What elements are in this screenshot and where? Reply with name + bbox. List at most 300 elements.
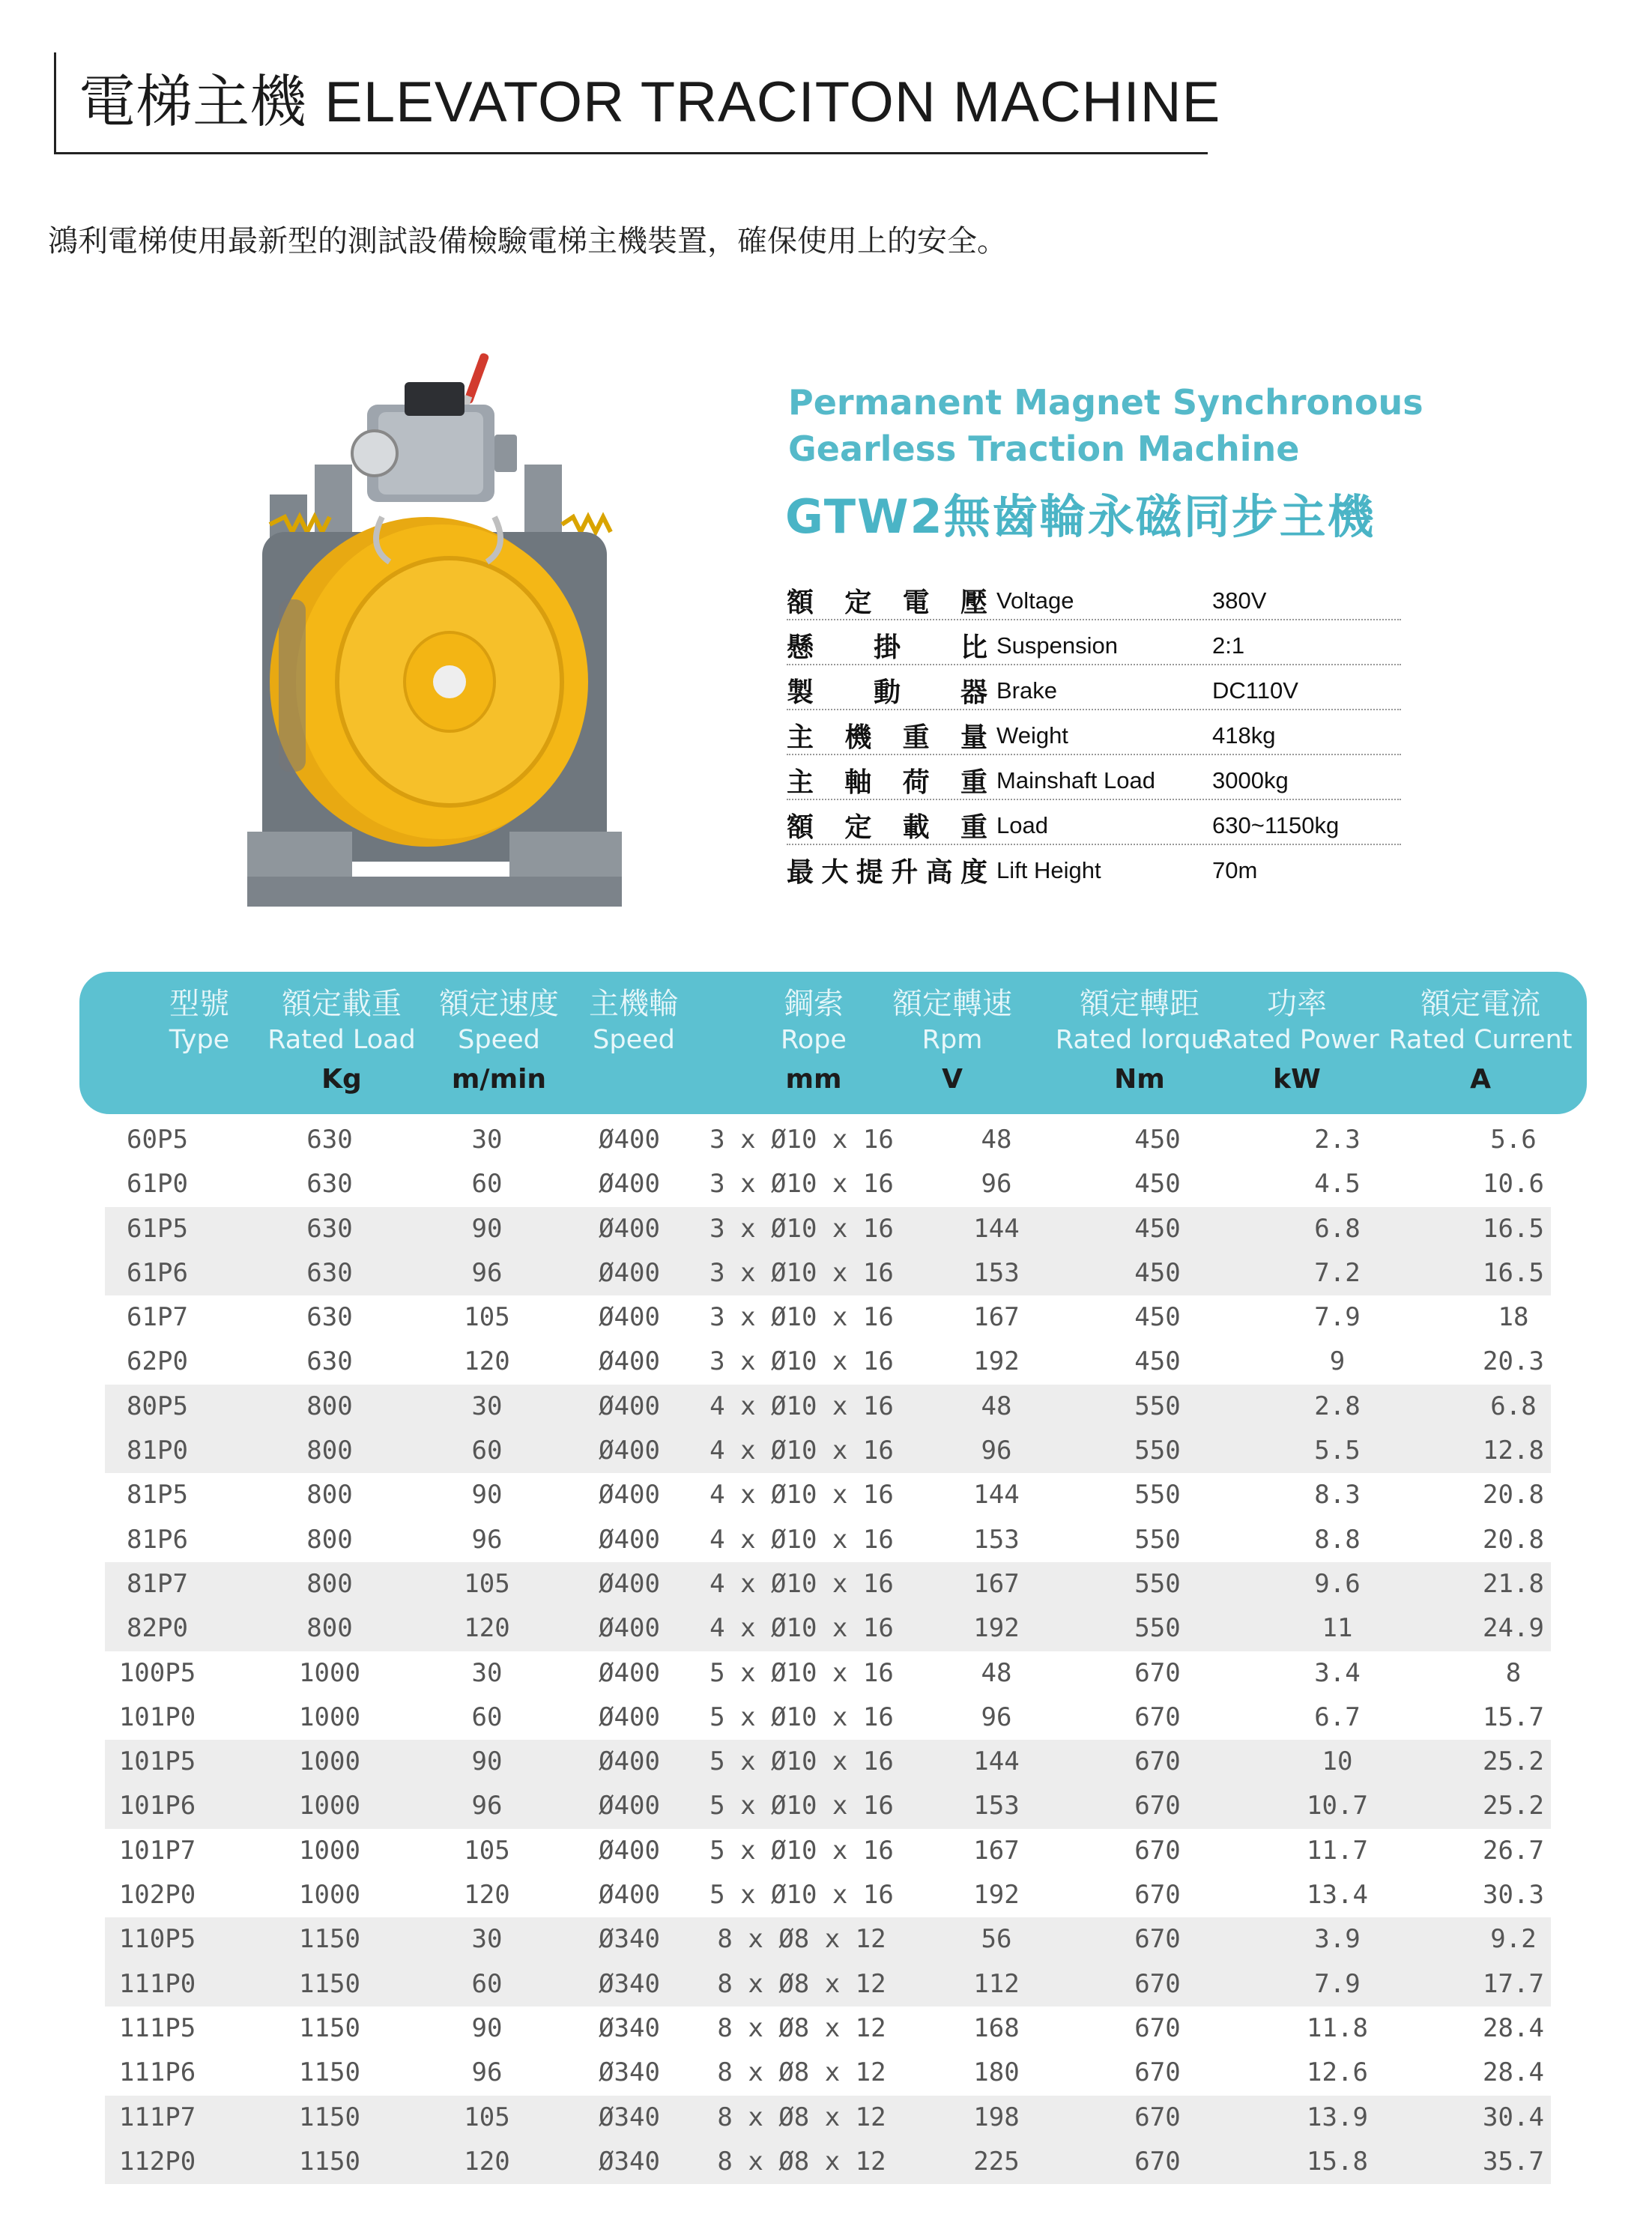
table-cell: 112	[973, 1968, 1020, 1999]
table-cell: 670	[1134, 1746, 1181, 1777]
spec-value: 380V	[1212, 587, 1267, 614]
table-row	[105, 1518, 1551, 1562]
table-cell: 101P7	[118, 1835, 196, 1866]
table-cell: Ø340	[599, 2057, 660, 2088]
table-cell: 96	[981, 1702, 1012, 1732]
col-header-zh: 額定轉速	[892, 987, 1012, 1021]
table-cell: 16.5	[1483, 1257, 1544, 1288]
table-cell: 111P0	[118, 1968, 196, 1999]
table-row	[105, 1562, 1551, 1606]
table-cell: 4 x Ø10 x 16	[709, 1391, 894, 1421]
table-row	[105, 1651, 1551, 1696]
table-cell: 120	[464, 1613, 510, 1644]
table-cell: 5 x Ø10 x 16	[709, 1702, 894, 1732]
table-cell: Ø400	[599, 1257, 660, 1288]
table-cell: 6.7	[1314, 1702, 1361, 1732]
table-cell: 15.7	[1483, 1702, 1544, 1732]
table-cell: 3 x Ø10 x 16	[709, 1257, 894, 1288]
col-header-en: Rpm	[922, 1025, 983, 1055]
col-header-zh: 額定速度	[439, 987, 559, 1021]
table-cell: Ø400	[599, 1213, 660, 1244]
table-row	[105, 1784, 1551, 1828]
table-cell: 7.2	[1314, 1257, 1361, 1288]
table-cell: 8 x Ø8 x 12	[717, 2102, 886, 2132]
spec-label-zh: 主機重量	[787, 722, 987, 753]
table-cell: 8.8	[1314, 1524, 1361, 1555]
table-cell: 10.7	[1307, 1791, 1368, 1821]
spec-list	[787, 575, 1401, 890]
table-cell: 550	[1134, 1480, 1181, 1510]
table-cell: 25.2	[1483, 1791, 1544, 1821]
table-cell: 167	[973, 1835, 1020, 1866]
table-cell: 4 x Ø10 x 16	[709, 1436, 894, 1466]
table-cell: 1000	[299, 1880, 360, 1911]
col-header-en: Rated Current	[1388, 1025, 1573, 1055]
col-header-type	[139, 985, 259, 1057]
spec-label-en: Voltage	[996, 587, 1074, 614]
table-cell: 105	[464, 2102, 510, 2132]
table-cell: 101P5	[118, 1746, 196, 1777]
table-cell: 670	[1134, 1657, 1181, 1688]
table-cell: 3 x Ø10 x 16	[709, 1213, 894, 1244]
table-cell: 15.8	[1307, 2146, 1368, 2177]
table-cell: 1000	[299, 1702, 360, 1732]
table-cell: 3.9	[1314, 1924, 1361, 1955]
spec-label-en: Brake	[996, 677, 1057, 704]
intro-text: 鴻利電梯使用最新型的測試設備檢驗電梯主機裝置，確保使用上的安全。	[48, 224, 1007, 258]
spec-label-zh: 主軸荷重	[787, 767, 987, 798]
table-cell: 1000	[299, 1835, 360, 1866]
table-cell: 198	[973, 2102, 1020, 2132]
table-cell: 101P0	[118, 1702, 196, 1732]
table-cell: 1150	[299, 2146, 360, 2177]
table-cell: 30	[471, 1391, 503, 1421]
spec-label-en: Suspension	[996, 632, 1119, 659]
table-cell: 56	[981, 1924, 1012, 1955]
table-cell: 105	[464, 1568, 510, 1599]
table-cell: 630	[306, 1125, 353, 1155]
table-cell: Ø400	[599, 1346, 660, 1377]
spec-value: 630~1150kg	[1212, 812, 1340, 838]
table-cell: 4 x Ø10 x 16	[709, 1568, 894, 1599]
table-row	[105, 1295, 1551, 1340]
table-cell: 9.2	[1490, 1924, 1537, 1955]
table-cell: 8 x Ø8 x 12	[717, 2146, 886, 2177]
table-cell: 168	[973, 2012, 1020, 2043]
table-cell: 8 x Ø8 x 12	[717, 1968, 886, 1999]
col-header-zh: 鋼索	[784, 987, 844, 1021]
col-header-en: Rated lorque	[1055, 1025, 1224, 1055]
spec-value: DC110V	[1212, 677, 1298, 704]
table-cell: 12.6	[1307, 2057, 1368, 2088]
table-cell: 111P6	[118, 2057, 196, 2088]
table-cell: Ø400	[599, 1657, 660, 1688]
table-cell: 20.3	[1483, 1346, 1544, 1377]
col-header-unit: kW	[1273, 1064, 1321, 1095]
table-cell: 1150	[299, 2012, 360, 2043]
table-cell: Ø400	[599, 1436, 660, 1466]
table-cell: 4 x Ø10 x 16	[709, 1524, 894, 1555]
table-row	[105, 1251, 1551, 1295]
table-cell: 60	[471, 1702, 503, 1732]
col-header-zh: 功率	[1267, 987, 1327, 1021]
table-cell: 96	[471, 2057, 503, 2088]
table-cell: 4 x Ø10 x 16	[709, 1613, 894, 1644]
table-cell: 144	[973, 1213, 1020, 1244]
table-cell: 3.4	[1314, 1657, 1361, 1688]
table-cell: 3 x Ø10 x 16	[709, 1125, 894, 1155]
table-cell: 450	[1134, 1169, 1181, 1200]
table-cell: 550	[1134, 1613, 1181, 1644]
table-cell: 2.3	[1314, 1125, 1361, 1155]
table-cell: 30	[471, 1125, 503, 1155]
table-cell: 81P7	[127, 1568, 188, 1599]
table-cell: 144	[973, 1746, 1020, 1777]
table-cell: 8 x Ø8 x 12	[717, 2012, 886, 2043]
col-header-unit: A	[1470, 1064, 1491, 1095]
table-cell: 5.5	[1314, 1436, 1361, 1466]
table-cell: 670	[1134, 1702, 1181, 1732]
table-cell: 1150	[299, 2057, 360, 2088]
table-row	[105, 1829, 1551, 1873]
spec-row-lift-height	[787, 845, 1401, 890]
table-cell: 167	[973, 1568, 1020, 1599]
page-title	[79, 64, 1220, 140]
table-cell: 110P5	[118, 1924, 196, 1955]
table-cell: 9	[1329, 1346, 1346, 1377]
table-cell: 670	[1134, 2057, 1181, 2088]
table-cell: 1150	[299, 2102, 360, 2132]
table-cell: 81P5	[127, 1480, 188, 1510]
table-cell: 3 x Ø10 x 16	[709, 1346, 894, 1377]
table-cell: 800	[306, 1391, 353, 1421]
table-cell: 61P6	[127, 1257, 188, 1288]
table-cell: 120	[464, 1880, 510, 1911]
table-cell: 81P6	[127, 1524, 188, 1555]
spec-label-zh: 最大提升高度	[787, 857, 987, 888]
table-cell: 28.4	[1483, 2012, 1544, 2043]
table-cell: 96	[471, 1257, 503, 1288]
spec-label-en: Mainshaft Load	[996, 767, 1155, 793]
table-cell: Ø340	[599, 1924, 660, 1955]
table-cell: 24.9	[1483, 1613, 1544, 1644]
table-row	[105, 1429, 1551, 1473]
table-cell: 5 x Ø10 x 16	[709, 1835, 894, 1866]
table-cell: 120	[464, 1346, 510, 1377]
spec-value: 2:1	[1212, 632, 1245, 659]
table-cell: 630	[306, 1346, 353, 1377]
table-cell: 60	[471, 1968, 503, 1999]
table-cell: 5.6	[1490, 1125, 1537, 1155]
table-cell: 13.9	[1307, 2102, 1368, 2132]
table-cell: 62P0	[127, 1346, 188, 1377]
traction-machine-image	[225, 352, 644, 922]
table-cell: 11.7	[1307, 1835, 1368, 1866]
col-header-en: Speed	[458, 1025, 540, 1055]
table-cell: 16.5	[1483, 1213, 1544, 1244]
spec-row-voltage	[787, 575, 1401, 620]
table-cell: 4 x Ø10 x 16	[709, 1480, 894, 1510]
table-cell: 82P0	[127, 1613, 188, 1644]
table-cell: 167	[973, 1302, 1020, 1333]
table-cell: 3 x Ø10 x 16	[709, 1302, 894, 1333]
table-cell: 225	[973, 2146, 1020, 2177]
table-cell: 670	[1134, 2146, 1181, 2177]
table-row	[105, 2051, 1551, 2095]
table-cell: 111P7	[118, 2102, 196, 2132]
table-cell: 450	[1134, 1346, 1181, 1377]
table-row	[105, 1473, 1551, 1517]
table-cell: 5 x Ø10 x 16	[709, 1657, 894, 1688]
table-cell: Ø400	[599, 1791, 660, 1821]
table-cell: Ø400	[599, 1125, 660, 1155]
table-cell: 670	[1134, 1968, 1181, 1999]
col-header-unit: V	[942, 1064, 963, 1095]
table-cell: 630	[306, 1169, 353, 1200]
table-cell: 35.7	[1483, 2146, 1544, 2177]
table-cell: 670	[1134, 1880, 1181, 1911]
table-cell: 28.4	[1483, 2057, 1544, 2088]
table-cell: 21.8	[1483, 1568, 1544, 1599]
table-cell: 60P5	[127, 1125, 188, 1155]
table-cell: Ø400	[599, 1880, 660, 1911]
table-cell: 5 x Ø10 x 16	[709, 1791, 894, 1821]
table-row	[105, 2006, 1551, 2051]
table-cell: Ø400	[599, 1391, 660, 1421]
table-cell: 8 x Ø8 x 12	[717, 2057, 886, 2088]
table-cell: Ø400	[599, 1524, 660, 1555]
table-cell: 450	[1134, 1257, 1181, 1288]
table-cell: 13.4	[1307, 1880, 1368, 1911]
table-cell: 5 x Ø10 x 16	[709, 1880, 894, 1911]
col-header-unit: m/min	[451, 1064, 547, 1095]
table-cell: 96	[471, 1524, 503, 1555]
table-cell: 1150	[299, 1968, 360, 1999]
table-cell: Ø400	[599, 1746, 660, 1777]
table-cell: 60	[471, 1169, 503, 1200]
table-row	[105, 2140, 1551, 2184]
table-row	[105, 1962, 1551, 2006]
page-title-zh: 電梯主機	[79, 68, 306, 135]
col-header-en: Rope	[781, 1025, 847, 1055]
table-cell: 153	[973, 1791, 1020, 1821]
table-cell: 96	[981, 1436, 1012, 1466]
table-cell: 8.3	[1314, 1480, 1361, 1510]
table-cell: 30	[471, 1924, 503, 1955]
table-cell: 3 x Ø10 x 16	[709, 1169, 894, 1200]
table-cell: 7.9	[1314, 1302, 1361, 1333]
table-cell: 11.8	[1307, 2012, 1368, 2043]
spec-label-en: Lift Height	[996, 857, 1101, 883]
table-cell: 144	[973, 1480, 1020, 1510]
table-cell: 550	[1134, 1391, 1181, 1421]
spec-label-zh: 額定載重	[787, 812, 987, 843]
table-cell: Ø400	[599, 1702, 660, 1732]
table-cell: 550	[1134, 1568, 1181, 1599]
table-cell: 800	[306, 1613, 353, 1644]
table-cell: 81P0	[127, 1436, 188, 1466]
table-cell: 11	[1322, 1613, 1353, 1644]
col-header-en: Rated Load	[267, 1025, 416, 1055]
table-cell: 101P6	[118, 1791, 196, 1821]
col-header-zh: 額定轉距	[1080, 987, 1199, 1021]
col-header-zh: 額定電流	[1420, 987, 1540, 1021]
table-cell: 18	[1498, 1302, 1529, 1333]
table-cell: 1150	[299, 1924, 360, 1955]
table-cell: 800	[306, 1480, 353, 1510]
table-cell: 26.7	[1483, 1835, 1544, 1866]
spec-label-zh: 懸掛比	[787, 632, 987, 663]
spec-row-weight	[787, 710, 1401, 755]
table-row	[105, 1118, 1551, 1162]
product-name-zh: GTW2無齒輪永磁同步主機	[785, 489, 1376, 544]
table-cell: 800	[306, 1568, 353, 1599]
table-cell: 6.8	[1314, 1213, 1361, 1244]
table-cell: 450	[1134, 1302, 1181, 1333]
table-cell: 20.8	[1483, 1480, 1544, 1510]
col-header-rpm	[881, 985, 1023, 1096]
table-cell: 550	[1134, 1436, 1181, 1466]
spec-row-brake	[787, 665, 1401, 710]
col-header-power	[1203, 985, 1391, 1096]
table-cell: 180	[973, 2057, 1020, 2088]
table-row	[105, 1740, 1551, 1784]
table-cell: Ø400	[599, 1302, 660, 1333]
table-cell: 8	[1505, 1657, 1522, 1688]
table-cell: 48	[981, 1657, 1012, 1688]
col-header-speed	[432, 985, 566, 1096]
col-header-unit: Kg	[321, 1064, 362, 1095]
col-header-sheave	[574, 985, 694, 1057]
spec-label-en: Weight	[996, 722, 1068, 748]
table-cell: 105	[464, 1302, 510, 1333]
table-cell: 192	[973, 1880, 1020, 1911]
spec-value: 70m	[1212, 857, 1258, 883]
table-row	[105, 1606, 1551, 1651]
table-cell: 153	[973, 1257, 1020, 1288]
table-row	[105, 1207, 1551, 1251]
table-cell: 7.9	[1314, 1968, 1361, 1999]
table-row	[105, 1385, 1551, 1429]
spec-label-zh: 額定電壓	[787, 587, 987, 618]
spec-row-suspension	[787, 620, 1401, 665]
table-cell: 111P5	[118, 2012, 196, 2043]
table-cell: 670	[1134, 1835, 1181, 1866]
table-cell: 1000	[299, 1746, 360, 1777]
table-cell: 61P7	[127, 1302, 188, 1333]
table-cell: 192	[973, 1613, 1020, 1644]
col-header-unit: mm	[785, 1064, 842, 1095]
table-cell: 25.2	[1483, 1746, 1544, 1777]
table-cell: Ø400	[599, 1568, 660, 1599]
table-cell: 48	[981, 1391, 1012, 1421]
col-header-en: Rated Power	[1214, 1025, 1379, 1055]
table-cell: 61P0	[127, 1169, 188, 1200]
title-bar	[54, 52, 1221, 154]
table-cell: 30.3	[1483, 1880, 1544, 1911]
col-header-zh: 額定載重	[282, 987, 402, 1021]
table-cell: Ø400	[599, 1613, 660, 1644]
product-name-en-line1: Permanent Magnet Synchronous	[788, 382, 1423, 423]
table-cell: 5 x Ø10 x 16	[709, 1746, 894, 1777]
table-cell: Ø340	[599, 2102, 660, 2132]
table-row	[105, 1340, 1551, 1384]
table-row	[105, 1162, 1551, 1206]
spec-value: 3000kg	[1212, 767, 1289, 793]
table-cell: 1000	[299, 1657, 360, 1688]
table-cell: 800	[306, 1524, 353, 1555]
table-cell: 96	[471, 1791, 503, 1821]
page-title-en: ELEVATOR TRACITON MACHINE	[324, 70, 1221, 134]
table-cell: 20.8	[1483, 1524, 1544, 1555]
table-cell: 60	[471, 1436, 503, 1466]
table-cell: 10	[1322, 1746, 1353, 1777]
table-cell: 670	[1134, 2102, 1181, 2132]
table-cell: 153	[973, 1524, 1020, 1555]
table-row	[105, 2096, 1551, 2140]
table-cell: Ø340	[599, 1968, 660, 1999]
table-cell: 30.4	[1483, 2102, 1544, 2132]
table-cell: 550	[1134, 1524, 1181, 1555]
table-cell: 80P5	[127, 1391, 188, 1421]
table-cell: 90	[471, 1213, 503, 1244]
spec-value: 418kg	[1212, 722, 1276, 748]
table-cell: 2.8	[1314, 1391, 1361, 1421]
table-cell: 90	[471, 1746, 503, 1777]
table-cell: 90	[471, 1480, 503, 1510]
table-cell: 630	[306, 1302, 353, 1333]
table-cell: 48	[981, 1125, 1012, 1155]
spec-row-mainshaft-load	[787, 755, 1401, 800]
table-cell: 96	[981, 1169, 1012, 1200]
table-cell: 61P5	[127, 1213, 188, 1244]
table-cell: 800	[306, 1436, 353, 1466]
table-cell: 450	[1134, 1125, 1181, 1155]
table-cell: 192	[973, 1346, 1020, 1377]
col-header-rope	[739, 985, 889, 1096]
table-cell: 670	[1134, 1791, 1181, 1821]
table-cell: Ø400	[599, 1480, 660, 1510]
table-cell: 450	[1134, 1213, 1181, 1244]
table-cell: Ø400	[599, 1169, 660, 1200]
col-header-zh: 主機輪	[589, 987, 679, 1021]
table-row	[105, 1696, 1551, 1740]
spec-label-zh: 製動器	[787, 677, 987, 708]
table-cell: 1000	[299, 1791, 360, 1821]
table-row	[105, 1917, 1551, 1962]
table-cell: Ø340	[599, 2012, 660, 2043]
table-cell: 12.8	[1483, 1436, 1544, 1466]
table-cell: 112P0	[118, 2146, 196, 2177]
table-cell: 102P0	[118, 1880, 196, 1911]
spec-row-load	[787, 800, 1401, 845]
col-header-unit: Nm	[1114, 1064, 1165, 1095]
col-header-en: Speed	[593, 1025, 675, 1055]
table-cell: Ø400	[599, 1835, 660, 1866]
table-cell: 10.6	[1483, 1169, 1544, 1200]
table-cell: 4.5	[1314, 1169, 1361, 1200]
col-header-current	[1387, 985, 1574, 1096]
table-cell: 630	[306, 1213, 353, 1244]
table-cell: 6.8	[1490, 1391, 1537, 1421]
table-row	[105, 1873, 1551, 1917]
spec-table-body	[105, 1118, 1551, 2184]
table-cell: 17.7	[1483, 1968, 1544, 1999]
col-header-rated-load	[267, 985, 417, 1096]
table-cell: Ø340	[599, 2146, 660, 2177]
spec-label-en: Load	[996, 812, 1048, 838]
table-cell: 670	[1134, 1924, 1181, 1955]
